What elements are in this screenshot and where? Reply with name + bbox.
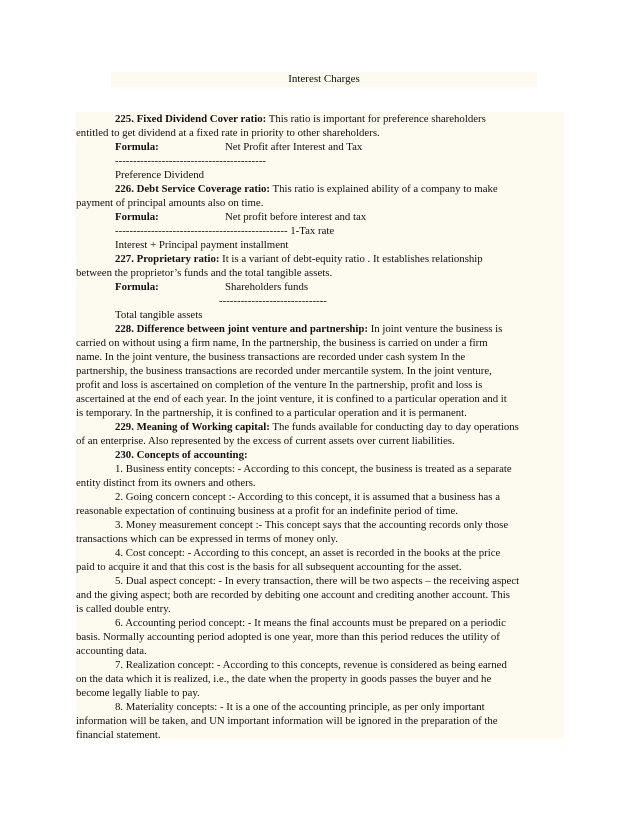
concept-line: transactions which can be expressed in terms of money only. [76, 533, 338, 545]
concept-line: 2. Going concern concept :- According to this concept, it is assumed that a business has a [115, 491, 500, 503]
section-227-heading-line [115, 252, 483, 266]
section-228-heading: 228. Difference between joint venture and partnership: [115, 323, 368, 335]
concept-line: entity distinct from its owners and others. [76, 477, 256, 489]
formula-divider: ------------------------------ [219, 295, 327, 307]
section-227-formula [115, 280, 308, 294]
section-228-line: name. In the joint venture, the business transactions are recorded under cash system In the [76, 351, 466, 363]
concept-line: basis. Normally accounting period adopted is one year, more than this period reduces the utility of [76, 631, 500, 643]
section-226-text: This ratio is explained ability of a company to make [270, 183, 498, 195]
concept-line: accounting data. [76, 645, 147, 657]
formula-label: Formula: [115, 281, 159, 293]
concept-line: and the giving aspect; both are recorded by debiting one account and crediting another account. This [76, 589, 510, 601]
formula-label: Formula: [115, 141, 159, 153]
section-229-text: The funds available for conducting day to day operations [269, 421, 519, 433]
formula-divider: ------------------------------------------------ 1-Tax rate [115, 225, 335, 237]
formula-numerator: Net profit before interest and tax [225, 211, 367, 223]
section-229-heading: 229. Meaning of Working capital: [115, 421, 270, 433]
section-225-heading: 225. Fixed Dividend Cover ratio: [115, 113, 267, 125]
formula-numerator: Net Profit after Interest and Tax [225, 141, 363, 153]
section-226-text-cont: payment of principal amounts also on time. [76, 197, 264, 209]
section-225-heading-line [115, 112, 486, 126]
section-229-heading-line [115, 420, 519, 434]
page-header-title: Interest Charges [288, 73, 360, 85]
section-225-formula [115, 140, 362, 154]
section-227-heading: 227. Proprietary ratio: [115, 253, 220, 265]
concept-line: paid to acquire it and that this cost is the basis for all subsequent accounting for the asset. [76, 561, 462, 573]
document-body [76, 112, 564, 739]
concept-line: 5. Dual aspect concept: - In every transaction, there will be two aspects – the receiving aspect [115, 575, 520, 587]
header-strip [111, 72, 537, 87]
section-228-line: carried on without using a firm name, In the partnership, the business is carried on under a firm [76, 337, 488, 349]
concept-line: is called double entry. [76, 603, 171, 615]
concept-line: 1. Business entity concepts: - According to this concept, the business is treated as a separate [115, 463, 512, 475]
section-230-heading: 230. Concepts of accounting: [115, 449, 248, 461]
concept-line: on the data which it is realized, i.e., the date when the property in goods passes the buyer and he [76, 673, 492, 685]
concept-line: become legally liable to pay. [76, 687, 200, 699]
section-225-text: This ratio is important for preference shareholders [266, 113, 486, 125]
section-226-heading: 226. Debt Service Coverage ratio: [115, 183, 270, 195]
section-228-line: ascertained at the end of each year. In the joint venture, it is confined to a particular operation and it [76, 393, 507, 405]
section-228-line: profit and loss is ascertained on completion of the venture In the partnership, profit and loss is [76, 379, 483, 391]
section-228-line: partnership, the business transactions are recorded under mercantile system. In the joint venture, [76, 365, 492, 377]
formula-label: Formula: [115, 211, 159, 223]
formula-denominator: Interest + Principal payment installment [115, 239, 289, 251]
section-229-text-cont: of an enterprise. Also represented by the excess of current assets over current liabilities. [76, 435, 455, 447]
section-228-heading-line [115, 322, 502, 336]
concept-line: information will be taken, and UN important information will be ignored in the preparation of the [76, 715, 498, 727]
section-227-text: It is a variant of debt-equity ratio . It establishes relationship [219, 253, 483, 265]
formula-divider: ------------------------------------------ [115, 155, 267, 167]
concept-line: reasonable expectation of continuing business at a profit for an indefinite period of time. [76, 505, 458, 517]
concept-line: 8. Materiality concepts: - It is a one of the accounting principle, as per only important [115, 701, 485, 713]
section-225-text-cont: entitled to get dividend at a fixed rate in priority to other shareholders. [76, 127, 380, 139]
concept-line: 4. Cost concept: - According to this concept, an asset is recorded in the books at the price [115, 547, 501, 559]
formula-numerator: Shareholders funds [225, 281, 309, 293]
section-227-text-cont: between the proprietor’s funds and the total tangible assets. [76, 267, 333, 279]
concept-line: 6. Accounting period concept: - It means the final accounts must be prepared on a periodic [115, 617, 506, 629]
section-226-heading-line [115, 182, 498, 196]
section-228-text: In joint venture the business is [368, 323, 503, 335]
concept-line: 7. Realization concept: - According to this concepts, revenue is considered as being earned [115, 659, 507, 671]
formula-denominator: Total tangible assets [115, 309, 203, 321]
concept-line: 3. Money measurement concept :- This concept says that the accounting records only those [115, 519, 509, 531]
section-226-formula [115, 210, 366, 224]
formula-denominator: Preference Dividend [115, 169, 205, 181]
section-228-line: is temporary. In the partnership, it is confined to a particular operation and it is permanent. [76, 407, 467, 419]
concept-line: financial statement. [76, 729, 161, 741]
